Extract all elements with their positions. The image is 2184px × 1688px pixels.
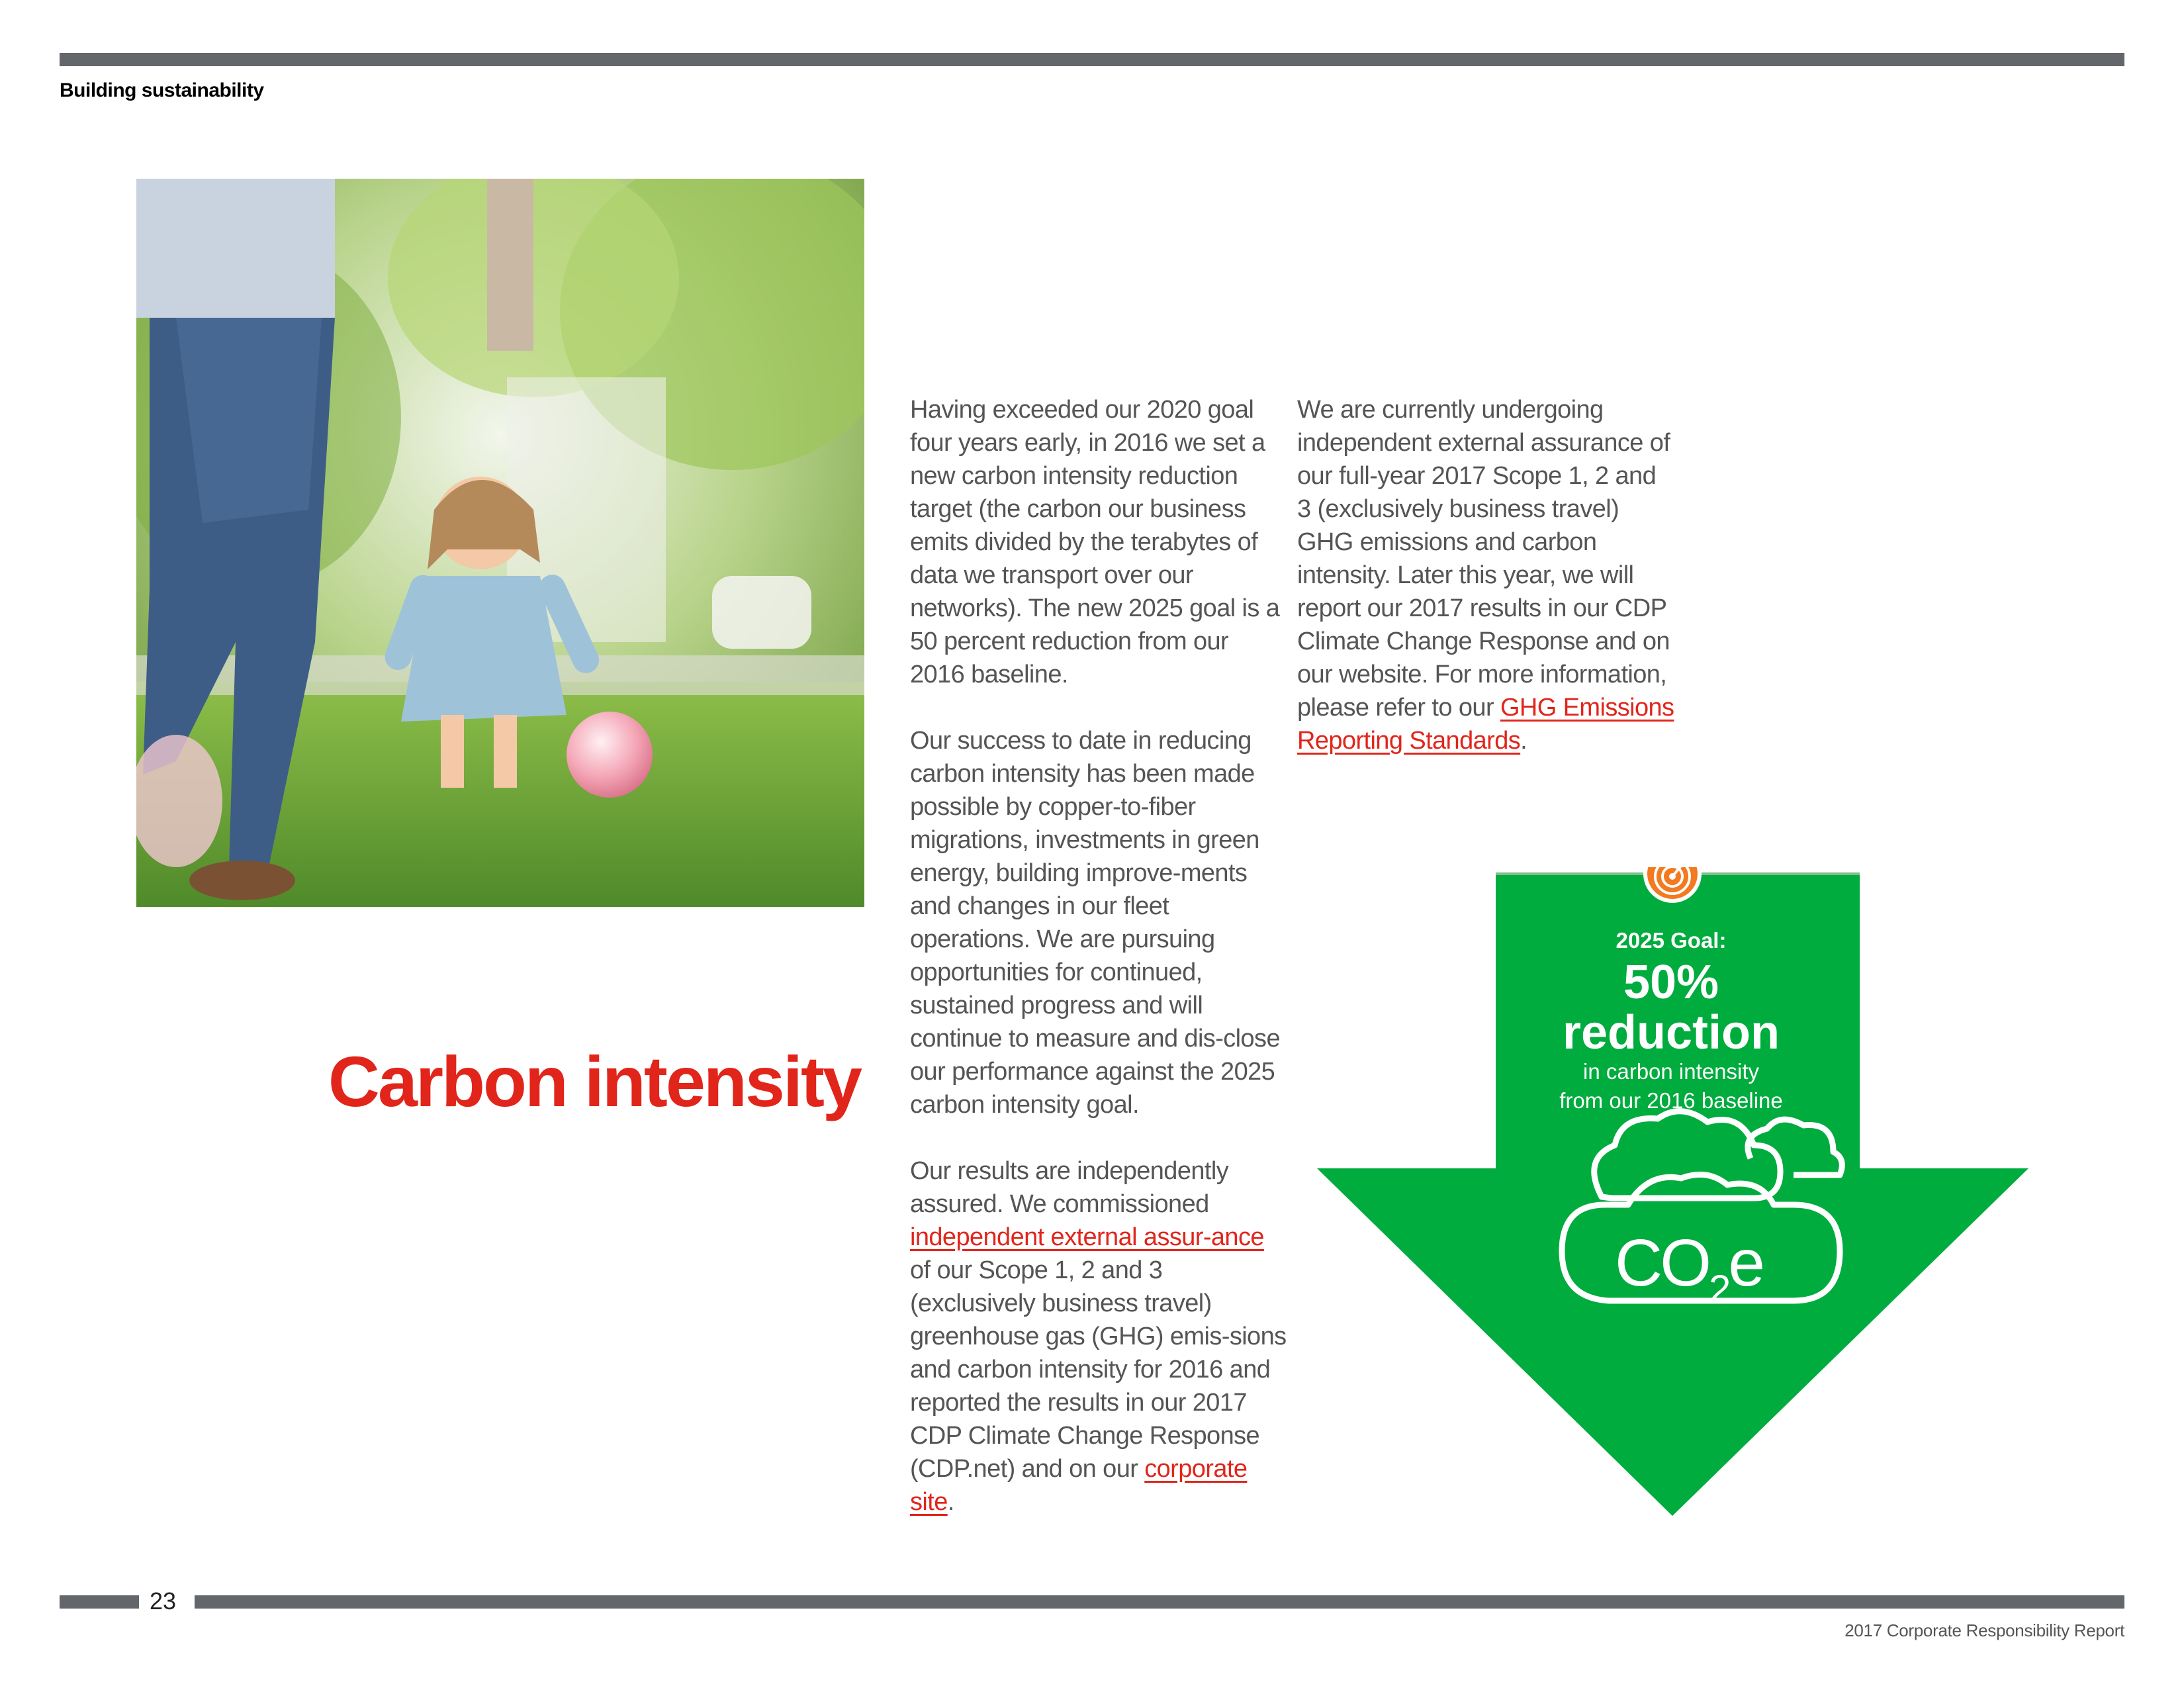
body-column-right (1297, 393, 1674, 790)
goal-label: 2025 Goal: (1615, 928, 1727, 953)
co2-subscript: 2 (1709, 1267, 1729, 1311)
goal-subtitle-1: in carbon intensity (1583, 1059, 1759, 1084)
co2-main: CO (1615, 1226, 1709, 1300)
co2e-label (1615, 1226, 1762, 1311)
independent-assurance-link[interactable]: independent external assur-ance (910, 1223, 1264, 1251)
park-scene-illustration (136, 179, 864, 907)
hero-photo (136, 179, 864, 907)
goal-subtitle-2: from our 2016 baseline (1559, 1088, 1783, 1113)
footer-rule (195, 1595, 2124, 1609)
goal-reduction: reduction (1562, 1006, 1780, 1059)
paragraph-goal: Having exceeded our 2020 goal four years early, in 2016 we set a new carbon intensity reduction target (the carbon our business emits divided by the terabytes of data we transport over our networks). The new 2025 goal is a 50 percent reduction from our 2016 baseline. (910, 396, 1280, 688)
co2-e: e (1728, 1226, 1762, 1300)
paragraph-progress: Our success to date in reducing carbon intensity has been made possible by copper-to-fiber migrations, investments in green energy, building improve-ments and changes in our fleet operations. We are pursuing opportunities for continued, sustained progress and will continue to measure and dis-close our performance against the 2025 carbon intensity goal. (910, 727, 1280, 1119)
section-label: Building sustainability (60, 79, 264, 101)
corporate-site-link[interactable]: corporate site (910, 1455, 1248, 1516)
ghg-standards-link[interactable]: GHG Emissions Reporting Standards (1297, 694, 1674, 755)
top-rule (60, 53, 2124, 66)
assurance-text-middle: of our Scope 1, 2 and 3 (exclusively business travel) greenhouse gas (GHG) emis-sions and carbon intensity for 2016 and reported the results in our 2017 CDP Climate Change Response (CDP.net) and on our (910, 1256, 1287, 1483)
current-assurance-end: . (1520, 727, 1527, 755)
paragraph-assurance (910, 1154, 1287, 1519)
page-number: 23 (150, 1587, 177, 1615)
paragraph-current-assurance (1297, 393, 1674, 757)
footer-rule-left (60, 1595, 139, 1609)
assurance-text-start: Our results are independently assured. We commissioned (910, 1157, 1229, 1218)
assurance-text-end: . (947, 1488, 954, 1516)
current-assurance-text: We are currently undergoing independent external assurance of our full-year 2017 Scope 1, 2 and 3 (exclusively business travel) GHG emissions and carbon intensity. Later this year, we will report our 2017 results in our CDP Climate Change Response and on our website. For more information, please refer to our (1297, 396, 1670, 722)
body-column-left (910, 393, 1287, 1552)
footer-report-title: 2017 Corporate Responsibility Report (1844, 1620, 2124, 1640)
goal-percent: 50% (1623, 956, 1719, 1009)
page-heading: Carbon intensity (328, 1041, 860, 1121)
